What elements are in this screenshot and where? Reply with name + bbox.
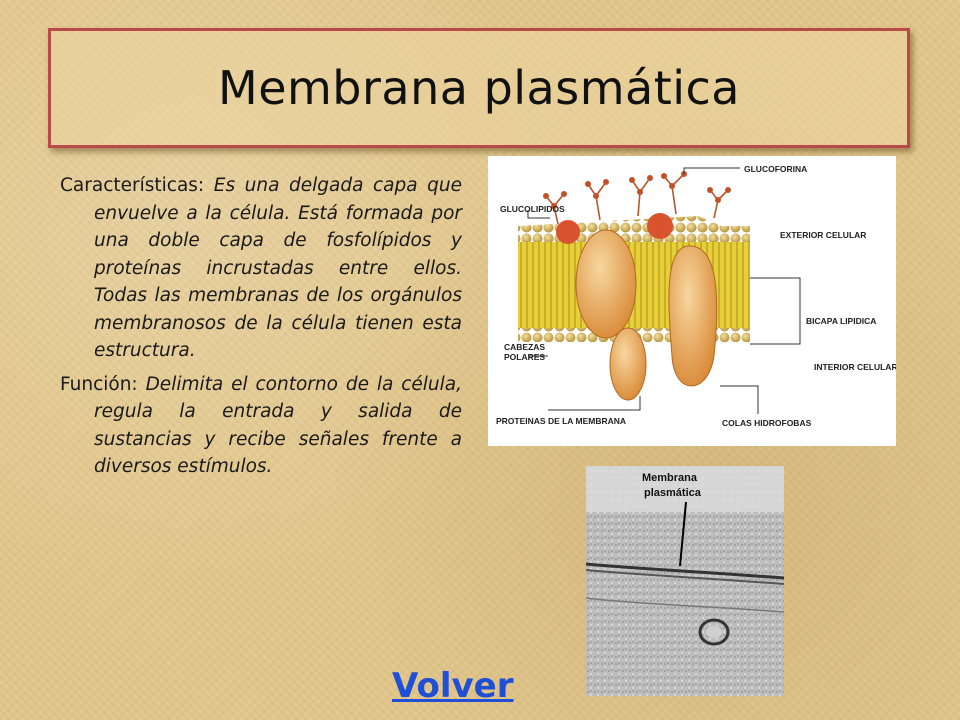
characteristics-paragraph — [60, 172, 462, 365]
text-block — [60, 172, 462, 487]
function-text: Delimita el contorno de la célula, regula la entrada y salida de sustancias y recibe señales frente a diversos estímulos. — [94, 373, 462, 477]
label-bicapa: BICAPA LIPIDICA — [806, 316, 877, 326]
micrograph-image — [586, 466, 784, 696]
micrograph-label-1: Membrana — [642, 472, 698, 484]
membrane-protein — [669, 246, 717, 386]
back-link[interactable]: Volver — [392, 666, 514, 706]
glycan-beads — [543, 171, 731, 209]
label-glucolipidos: GLUCOLIPIDOS — [500, 204, 565, 214]
micrograph-label-2: plasmática — [644, 487, 701, 499]
slide-title: Membrana plasmática — [218, 61, 740, 115]
membrane-protein — [610, 328, 646, 400]
label-proteinas: PROTEINAS DE LA MEMBRANA — [496, 416, 627, 426]
characteristics-label: Características: — [60, 175, 205, 196]
membrane-diagram-svg — [488, 156, 896, 446]
glycan-chains — [546, 174, 728, 224]
function-label: Función: — [60, 373, 138, 395]
label-exterior: EXTERIOR CELULAR — [780, 230, 867, 240]
function-paragraph — [60, 371, 462, 481]
glycolipid-head — [556, 220, 580, 244]
label-cabezas-2: POLARES — [504, 352, 546, 362]
characteristics-text: Es una delgada capa que envuelve a la célula. Está formada por una doble capa de fosfolípidos y proteínas incrustadas entre ellos. Todas las membranas de los orgánulos membranosos de la célula tienen esta estructura. — [94, 175, 462, 361]
membrane-diagram — [488, 156, 896, 446]
label-colas: COLAS HIDROFOBAS — [722, 418, 812, 428]
glycolipid-head — [647, 213, 673, 239]
membrane-protein — [576, 230, 636, 338]
label-cabezas-1: CABEZAS — [504, 342, 546, 352]
label-glucoforina: GLUCOFORINA — [744, 164, 808, 174]
title-box — [48, 28, 910, 148]
micrograph-svg — [586, 466, 784, 696]
label-interior: INTERIOR CELULAR — [814, 362, 896, 372]
